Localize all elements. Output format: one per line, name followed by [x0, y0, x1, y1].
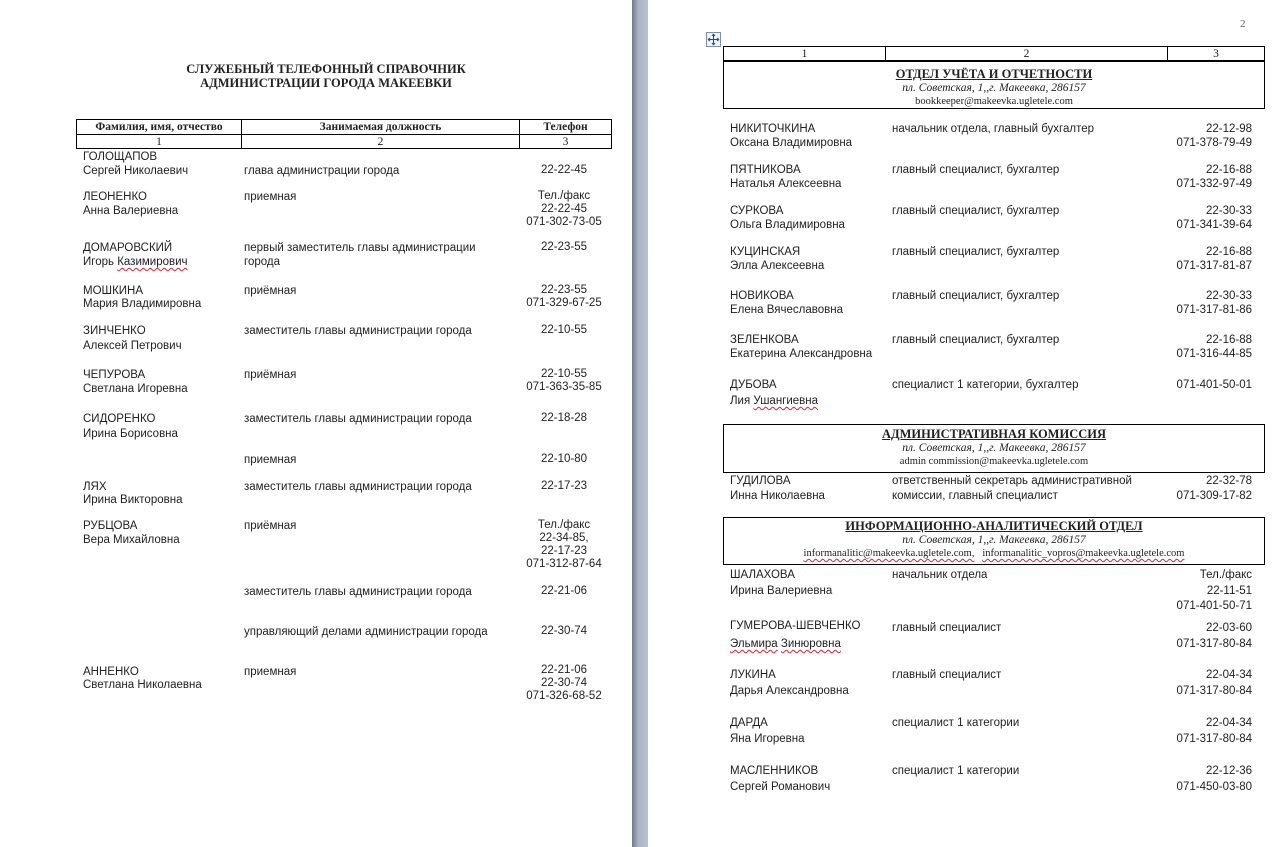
- entry-mobile: 071-317-80-84: [1176, 638, 1252, 650]
- entry-position: управляющий делами администрации города: [244, 626, 488, 638]
- entry-mobile: 071-316-44-85: [1176, 348, 1252, 360]
- section-title: ОТДЕЛ УЧЁТА И ОТЧЕТНОСТИ: [895, 67, 1093, 81]
- entry-given-name: Ирина Викторовна: [83, 494, 183, 506]
- entry-position: главный специалист, бухгалтер: [892, 334, 1060, 346]
- entry-given-name: Ирина Валериевна: [730, 585, 833, 597]
- table-move-handle-icon[interactable]: [706, 32, 721, 47]
- entry-position: заместитель главы администрации города: [244, 481, 472, 493]
- entry-surname: ГУМЕРОВА-ШЕВЧЕНКО: [730, 620, 861, 632]
- entry-phone-2: 22-17-23: [540, 545, 588, 557]
- entry-given-name: Светлана Николаевна: [83, 679, 202, 691]
- entry-phone: 22-21-06: [540, 585, 588, 597]
- entry-surname: ЛЕОНЕНКО: [83, 191, 147, 203]
- entry-surname: АННЕНКО: [83, 666, 139, 678]
- entry-position: главный специалист, бухгалтер: [892, 164, 1060, 176]
- entry-position-cont: города: [244, 256, 280, 268]
- entry-mobile: 071-450-03-80: [1176, 781, 1252, 793]
- entry-mobile: 071-312-87-64: [526, 558, 602, 570]
- entry-mobile: 071-317-81-87: [1176, 260, 1252, 272]
- entry-given-name: Оксана Владимировна: [730, 137, 853, 149]
- entry-given-name: Сергей Романович: [730, 781, 831, 793]
- entry-phone: 22-03-60: [1205, 622, 1252, 634]
- entry-surname: СУРКОВА: [730, 205, 784, 217]
- entry-mobile: 071-326-68-52: [526, 690, 602, 702]
- entry-position: начальник отдела, главный бухгалтер: [892, 123, 1095, 135]
- entry-surname: МАСЛЕННИКОВ: [730, 765, 819, 777]
- section-address: пл. Советская, 1,,г. Макеевка, 286157: [902, 534, 1086, 546]
- entry-position: специалист 1 категории: [892, 717, 1020, 729]
- entry-position: специалист 1 категории: [892, 765, 1020, 777]
- entry-mobile: 071-329-67-25: [526, 297, 602, 309]
- entry-phone: 22-18-28: [540, 412, 588, 424]
- entry-phone: 22-11-51: [1206, 585, 1252, 597]
- entry-mobile: 071-317-81-86: [1176, 304, 1252, 316]
- entry-position: приёмная: [244, 369, 297, 381]
- section-email: bookkeeper@makeevka.ugletele.com: [915, 96, 1073, 107]
- entry-mobile: 071-309-17-82: [1176, 490, 1252, 502]
- column-header-phone: Телефон: [520, 120, 612, 135]
- entry-surname: ДУБОВА: [730, 379, 777, 391]
- entry-surname: ДОМАРОВСКИЙ: [83, 242, 173, 254]
- section-address: пл. Советская, 1,,г. Макеевка, 286157: [902, 442, 1086, 454]
- entry-given-name: Лия Ушангиевна: [730, 395, 819, 407]
- entry-phone: 22-34-85,: [539, 532, 589, 544]
- column-number-2: 2: [886, 47, 1168, 61]
- entry-phone: 071-401-50-01: [1176, 379, 1252, 391]
- entry-mobile: 071-341-39-64: [1176, 219, 1252, 231]
- entry-position: заместитель главы администрации города: [244, 325, 472, 337]
- entry-position: ответственный секретарь административной: [892, 475, 1132, 487]
- column-number-1: 1: [77, 135, 242, 149]
- entry-phone: 22-04-34: [1205, 669, 1252, 681]
- entry-surname: ГУДИЛОВА: [730, 475, 791, 487]
- column-header-name: Фамилия, имя, отчество: [77, 120, 242, 135]
- entry-mobile: 071-317-80-84: [1176, 733, 1252, 745]
- entry-position-cont: комиссии, главный специалист: [892, 490, 1058, 502]
- entry-phone: 22-22-45: [540, 164, 588, 176]
- directory-header-table: [76, 119, 612, 149]
- entry-phone: 22-16-88: [1205, 334, 1252, 346]
- entry-surname: ЛЯХ: [83, 481, 107, 493]
- entry-phone: 22-23-55: [540, 284, 588, 296]
- entry-phone: 22-22-45: [540, 203, 588, 215]
- entry-given-name: Дарья Александровна: [730, 685, 849, 697]
- entry-surname: КУЦИНСКАЯ: [730, 246, 801, 258]
- entry-surname: ПЯТНИКОВА: [730, 164, 801, 176]
- entry-mobile: 071-363-35-85: [526, 381, 602, 393]
- entry-surname: МОШКИНА: [83, 285, 144, 297]
- column-number-1: 1: [724, 47, 886, 61]
- entry-surname: ЧЕПУРОВА: [83, 369, 146, 381]
- entry-phone: 22-16-88: [1205, 246, 1252, 258]
- entry-phone: 22-30-74: [540, 625, 588, 637]
- section-header-analytics: [723, 517, 1265, 565]
- entry-phone: 22-10-80: [540, 453, 588, 465]
- entry-given-name: Вера Михайловна: [83, 534, 180, 546]
- document-page-1: [0, 0, 632, 847]
- entry-surname: РУБЦОВА: [83, 520, 138, 532]
- entry-given-name: Ольга Владимировна: [730, 219, 845, 231]
- entry-phone-label: Тел./факс: [537, 190, 591, 202]
- column-number-2: 2: [242, 135, 520, 149]
- entry-position: глава администрации города: [244, 165, 400, 177]
- entry-position: приемная: [244, 191, 297, 203]
- section-address: пл. Советская, 1,,г. Макеевка, 286157: [902, 82, 1086, 94]
- entry-given-name: Игорь Казимирович: [83, 256, 188, 268]
- entry-position: главный специалист: [892, 669, 1002, 681]
- section-title: ИНФОРМАЦИОННО-АНАЛИТИЧЕСКИЙ ОТДЕЛ: [845, 519, 1143, 533]
- entry-position: приемная: [244, 666, 297, 678]
- entry-surname: НИКИТОЧКИНА: [730, 123, 816, 135]
- column-number-3: 3: [520, 135, 612, 149]
- entry-mobile: 071-302-73-05: [526, 216, 602, 228]
- entry-surname: ШАЛАХОВА: [730, 569, 795, 581]
- entry-phone: 22-12-98: [1205, 123, 1252, 135]
- entry-phone: 22-17-23: [540, 480, 588, 492]
- page-gutter: [632, 0, 648, 847]
- entry-position: главный специалист: [892, 622, 1002, 634]
- column-number-3: 3: [1168, 47, 1265, 61]
- entry-position: приёмная: [244, 285, 297, 297]
- entry-phone: 22-12-36: [1205, 765, 1252, 777]
- section-title: АДМИНИСТРАТИВНАЯ КОМИССИЯ: [881, 427, 1107, 441]
- entry-phone: 22-16-88: [1205, 164, 1252, 176]
- entry-surname: СИДОРЕНКО: [83, 413, 156, 425]
- section-email: admin commission@makeevka.ugletele.com: [899, 456, 1089, 467]
- section-header-accounting: [723, 61, 1265, 109]
- entry-position: специалист 1 категории, бухгалтер: [892, 379, 1079, 391]
- column-number-table: [723, 46, 1265, 61]
- entry-phone: 22-30-33: [1205, 290, 1252, 302]
- entry-surname: НОВИКОВА: [730, 290, 794, 302]
- entry-phone-label: Тел./факс: [537, 519, 591, 531]
- entry-phone: 22-10-55: [540, 368, 588, 380]
- entry-phone: 22-10-55: [540, 324, 588, 336]
- entry-mobile: 071-317-80-84: [1176, 685, 1252, 697]
- entry-given-name: Екатерина Александровна: [730, 348, 873, 360]
- entry-phone: 22-23-55: [540, 241, 588, 253]
- entry-position: главный специалист, бухгалтер: [892, 205, 1060, 217]
- entry-phone: 22-32-78: [1205, 475, 1252, 487]
- entry-position: заместитель главы администрации города: [244, 413, 472, 425]
- entry-mobile: 071-378-79-49: [1176, 137, 1252, 149]
- entry-position: главный специалист, бухгалтер: [892, 290, 1060, 302]
- column-header-position: Занимаемая должность: [242, 120, 520, 135]
- page-title-line-2: АДМИНИСТРАЦИИ ГОРОДА МАКЕЕВКИ: [200, 76, 452, 90]
- entry-given-name: Яна Игоревна: [730, 733, 805, 745]
- entry-surname: ДАРДА: [730, 717, 768, 729]
- entry-mobile: 071-332-97-49: [1176, 178, 1252, 190]
- page-number: 2: [1240, 18, 1246, 30]
- entry-phone: 22-30-33: [1205, 205, 1252, 217]
- entry-position: заместитель главы администрации города: [244, 586, 472, 598]
- entry-given-name: Эльмира Зинюровна: [730, 638, 841, 650]
- section-header-commission: [723, 424, 1265, 473]
- entry-given-name: Сергей Николаевич: [83, 165, 189, 177]
- entry-mobile: 071-401-50-71: [1176, 600, 1252, 612]
- entry-position: приёмная: [244, 520, 297, 532]
- document-page-2: [648, 0, 1280, 847]
- entry-given-name: Мария Владимировна: [83, 298, 202, 310]
- entry-given-name: Елена Вячеславовна: [730, 304, 843, 316]
- entry-given-name: Наталья Алексеевна: [730, 178, 842, 190]
- entry-position: начальник отдела: [892, 569, 988, 581]
- entry-surname: ГОЛОЩАПОВ: [83, 151, 158, 163]
- entry-position: первый заместитель главы администрации: [244, 242, 476, 254]
- entry-given-name: Инна Николаевна: [730, 490, 825, 502]
- entry-given-name: Элла Алексеевна: [730, 260, 825, 272]
- entry-given-name: Алексей Петрович: [83, 340, 182, 352]
- entry-position: приемная: [244, 454, 297, 466]
- entry-phone: 22-04-34: [1205, 717, 1252, 729]
- entry-surname: ЗИНЧЕНКО: [83, 325, 146, 337]
- entry-phone-label: Тел./факс: [1199, 569, 1252, 581]
- entry-position: главный специалист, бухгалтер: [892, 246, 1060, 258]
- entry-phone: 22-21-06: [540, 664, 588, 676]
- entry-surname: ЛУКИНА: [730, 669, 776, 681]
- page-title-line-1: СЛУЖЕБНЫЙ ТЕЛЕФОННЫЙ СПРАВОЧНИК: [186, 62, 466, 76]
- entry-given-name: Светлана Игоревна: [83, 383, 188, 395]
- entry-given-name: Ирина Борисовна: [83, 428, 178, 440]
- section-emails: informanalitic@makeevka.ugletele.com, informanalitic_vopros@makeevka.ugletele.com: [803, 548, 1185, 559]
- entry-phone-2: 22-30-74: [540, 677, 588, 689]
- entry-surname: ЗЕЛЕНКОВА: [730, 334, 799, 346]
- entry-given-name: Анна Валериевна: [83, 205, 179, 217]
